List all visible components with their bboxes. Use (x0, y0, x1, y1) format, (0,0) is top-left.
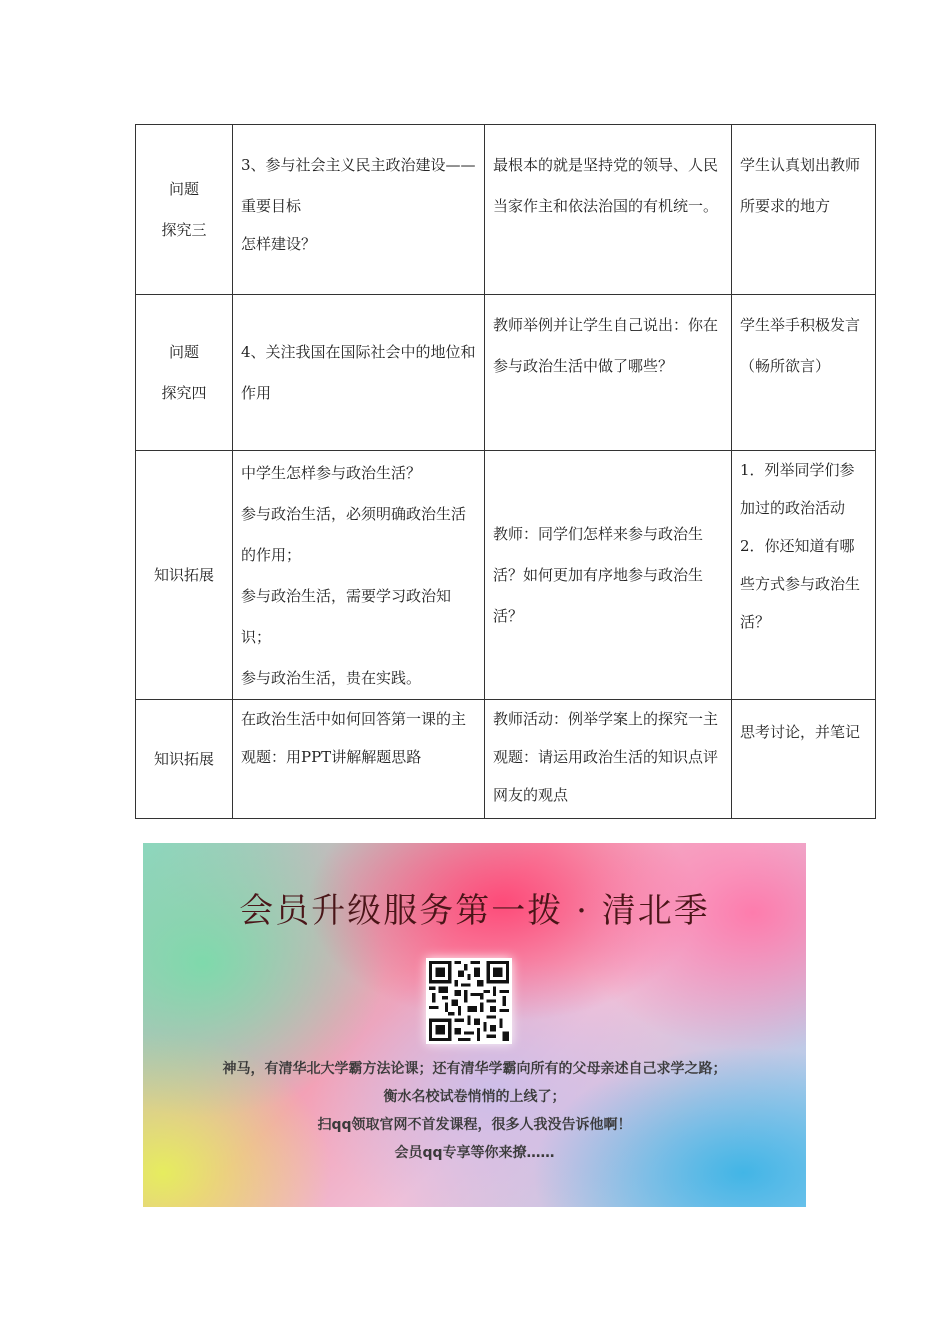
student-cell: 学生举手积极发言（畅所欲言） (732, 295, 876, 451)
banner-line: 衡水名校试卷悄悄的上线了； (383, 1089, 566, 1105)
banner-line: 神马，有清华北大学霸方法论课；还有清华学霸向所有的父母亲述自己求学之路； (222, 1061, 727, 1077)
content-cell: 3、参与社会主义民主政治建设——重要目标 怎样建设？ (233, 125, 485, 295)
teacher-cell: 教师举例并让学生自己说出：你在参与政治生活中做了哪些？ (485, 295, 732, 451)
lesson-plan-table (135, 124, 876, 819)
table-row (136, 295, 876, 451)
student-cell: 思考讨论，并笔记 (732, 700, 876, 819)
banner-line: 扫qq领取官网不首发课程，很多人我没告诉他啊！ (317, 1117, 632, 1133)
content-cell: 4、关注我国在国际社会中的地位和作用 (233, 295, 485, 451)
banner-line: 会员qq专享等你来撩…… (394, 1145, 555, 1161)
banner-text (143, 1055, 806, 1167)
content-cell: 在政治生活中如何回答第一课的主观题：用PPT讲解解题思路 (233, 700, 485, 819)
student-cell: 学生认真划出教师所要求的地方 (732, 125, 876, 295)
content-cell: 中学生怎样参与政治生活？ 参与政治生活，必须明确政治生活的作用； 参与政治生活，需要学习政治知识； 参与政治生活，贵在实践。 (233, 451, 485, 700)
row-label: 问题 探究四 (136, 295, 233, 451)
row-label: 知识拓展 (136, 451, 233, 700)
row-label: 问题 探究三 (136, 125, 233, 295)
teacher-cell: 教师：同学们怎样来参与政治生活？如何更加有序地参与政治生活？ (485, 451, 732, 700)
teacher-cell: 教师活动：例举学案上的探究一主观题：请运用政治生活的知识点评网友的观点 (485, 700, 732, 819)
table-row (136, 700, 876, 819)
table-row (136, 125, 876, 295)
teacher-cell: 最根本的就是坚持党的领导、人民当家作主和依法治国的有机统一。 (485, 125, 732, 295)
membership-banner[interactable] (143, 843, 806, 1207)
qr-code-icon[interactable] (426, 958, 512, 1044)
student-cell: 1．列举同学们参加过的政治活动 2．你还知道有哪些方式参与政治生活？ (732, 451, 876, 700)
table-row (136, 451, 876, 700)
banner-title: 会员升级服务第一拨 · 清北季 (239, 891, 710, 931)
row-label: 知识拓展 (136, 700, 233, 819)
